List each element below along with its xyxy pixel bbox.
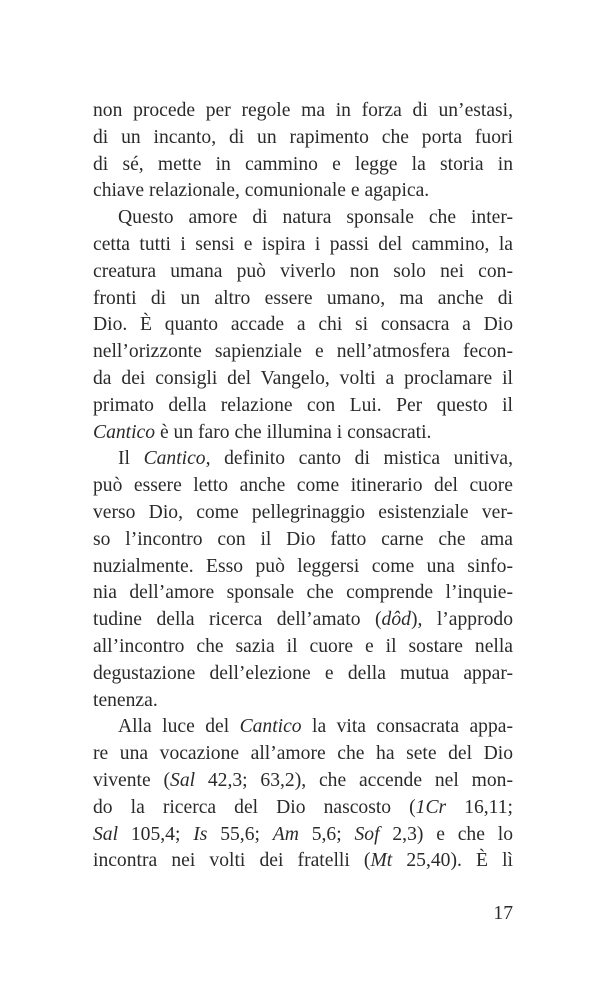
text-line bbox=[93, 714, 513, 741]
text-line bbox=[93, 607, 513, 634]
italic-text: dôd bbox=[381, 609, 411, 631]
text-segment: la vita consacrata appa- bbox=[301, 716, 513, 738]
text-segment: nia dell’amore sponsale che comprende l’inquie- bbox=[93, 582, 513, 604]
text-segment: da dei consigli del Vangelo, volti a proclamare il bbox=[93, 367, 513, 389]
text-segment: do la ricerca del Dio nascosto ( bbox=[93, 796, 416, 818]
text-line bbox=[93, 152, 513, 179]
text-segment: incontra nei volti dei fratelli ( bbox=[93, 850, 371, 872]
italic-text: Mt bbox=[370, 850, 393, 872]
text-line bbox=[93, 688, 513, 715]
text-line bbox=[93, 661, 513, 688]
text-segment: 5,6; bbox=[298, 823, 355, 845]
text-line bbox=[93, 580, 513, 607]
text-line bbox=[93, 98, 513, 125]
text-line bbox=[93, 232, 513, 259]
text-line bbox=[93, 178, 513, 205]
italic-text: Sal bbox=[93, 823, 119, 845]
text-line bbox=[93, 312, 513, 339]
text-segment: è un faro che illumina i consacrati. bbox=[155, 421, 432, 443]
italic-text: Cantico bbox=[239, 716, 302, 738]
text-line bbox=[93, 366, 513, 393]
text-segment: Alla luce del bbox=[118, 716, 240, 738]
text-segment: nuzialmente. Esso può leggersi come una sinfo- bbox=[93, 555, 513, 577]
text-segment: 2,3) e che lo bbox=[379, 823, 513, 845]
text-segment: verso Dio, come pellegrinaggio esistenziale ver- bbox=[93, 501, 513, 523]
italic-text: Sal bbox=[170, 769, 196, 791]
text-line bbox=[93, 473, 513, 500]
text-line bbox=[93, 554, 513, 581]
italic-text: Sof bbox=[354, 823, 380, 845]
text-segment: tenenza. bbox=[93, 689, 158, 711]
text-line bbox=[93, 125, 513, 152]
text-line bbox=[93, 848, 513, 875]
text-line bbox=[93, 420, 513, 447]
text-line bbox=[93, 205, 513, 232]
text-segment: Dio. È quanto accade a chi si consacra a Dio bbox=[93, 314, 513, 336]
text-segment: ), l’approdo bbox=[410, 609, 514, 631]
page-number: 17 bbox=[493, 903, 513, 924]
text-line bbox=[93, 286, 513, 313]
text-segment: non procede per regole ma in forza di un’estasi, bbox=[93, 100, 513, 121]
italic-text: Am bbox=[272, 823, 299, 845]
text-segment: Il bbox=[118, 448, 144, 470]
text-segment: fronti di un altro essere umano, ma anche di bbox=[93, 287, 513, 309]
text-line bbox=[93, 768, 513, 795]
text-segment: può essere letto anche come itinerario del cuore bbox=[93, 475, 513, 497]
text-segment: 42,3; 63,2), che accende nel mon- bbox=[195, 769, 513, 791]
text-line bbox=[93, 393, 513, 420]
text-segment: so l’incontro con il Dio fatto carne che ama bbox=[93, 528, 513, 550]
italic-text: Cantico bbox=[93, 421, 156, 443]
text-segment: cetta tutti i sensi e ispira i passi del cammino, la bbox=[93, 233, 513, 255]
body-text bbox=[93, 98, 513, 875]
text-segment: chiave relazionale, comunionale e agapica. bbox=[93, 180, 430, 202]
text-segment: creatura umana può viverlo non solo nei con- bbox=[93, 260, 513, 282]
text-segment: Questo amore di natura sponsale che inter- bbox=[118, 207, 513, 229]
text-line bbox=[93, 339, 513, 366]
text-segment: di sé, mette in cammino e legge la storia in bbox=[93, 153, 513, 175]
text-segment: all’incontro che sazia il cuore e il sostare nella bbox=[93, 635, 513, 657]
text-line bbox=[93, 446, 513, 473]
text-line bbox=[93, 741, 513, 768]
text-segment: tudine della ricerca dell’amato ( bbox=[93, 609, 382, 631]
text-line bbox=[93, 822, 513, 849]
text-segment: 55,6; bbox=[207, 823, 273, 845]
text-line bbox=[93, 500, 513, 527]
text-segment: vivente ( bbox=[93, 769, 171, 791]
italic-text: Is bbox=[193, 823, 208, 845]
italic-text: 1Cr bbox=[415, 796, 447, 818]
text-segment: di un incanto, di un rapimento che porta fuori bbox=[93, 126, 513, 148]
text-segment: , definito canto di mistica unitiva, bbox=[205, 448, 513, 470]
italic-text: Cantico bbox=[143, 448, 206, 470]
text-line bbox=[93, 795, 513, 822]
text-line bbox=[93, 259, 513, 286]
text-segment: primato della relazione con Lui. Per questo il bbox=[93, 394, 513, 416]
text-segment: degustazione dell’elezione e della mutua appar- bbox=[93, 662, 513, 684]
text-line bbox=[93, 527, 513, 554]
text-segment: 25,40). È lì bbox=[392, 850, 514, 872]
text-segment: nell’orizzonte sapienziale e nell’atmosfera fecon- bbox=[93, 341, 513, 363]
text-segment: 105,4; bbox=[118, 823, 194, 845]
text-segment: re una vocazione all’amore che ha sete del Dio bbox=[93, 743, 513, 765]
text-line bbox=[93, 634, 513, 661]
text-segment: 16,11; bbox=[446, 796, 513, 818]
